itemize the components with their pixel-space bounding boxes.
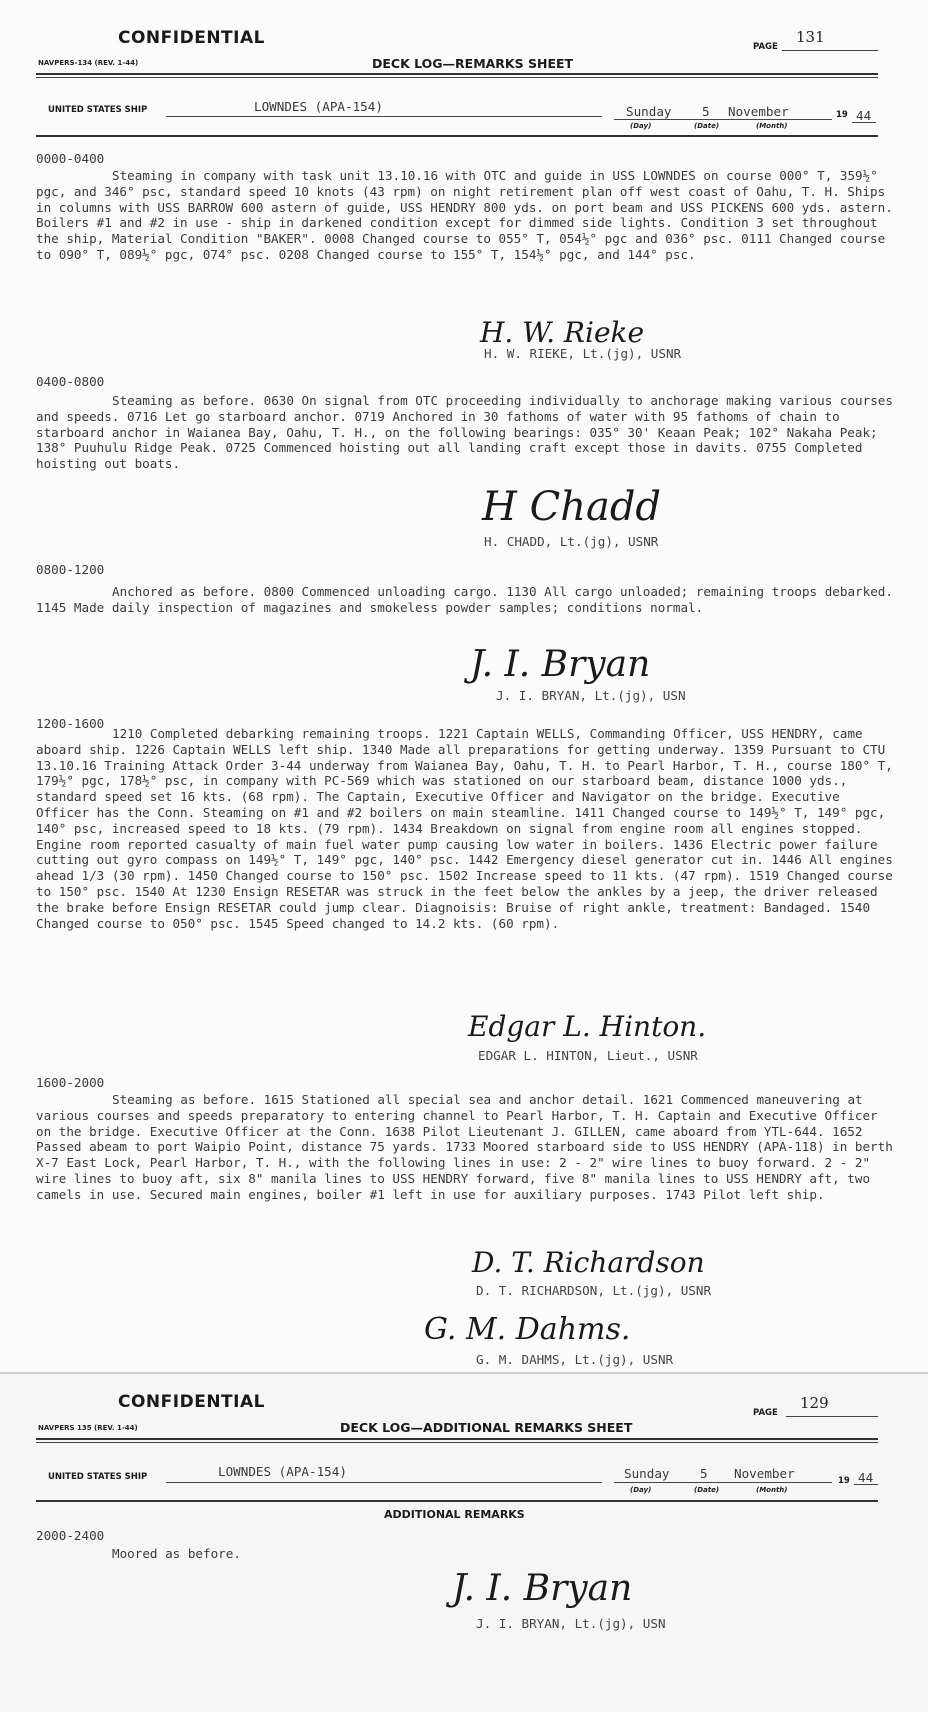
log-month: November <box>734 1466 795 1481</box>
signer-name: D. T. RICHARDSON, Lt.(jg), USNR <box>476 1283 712 1298</box>
sheet-title: DECK LOG—REMARKS SHEET <box>372 56 574 71</box>
month-label: (Month) <box>756 1486 788 1494</box>
page-label: PAGE <box>753 42 778 52</box>
signature: H Chadd <box>482 484 662 530</box>
log-date: 5 <box>700 1466 708 1481</box>
sheet-title: DECK LOG—ADDITIONAL REMARKS SHEET <box>340 1420 633 1435</box>
ship-label: UNITED STATES SHIP <box>48 1472 148 1482</box>
entry-text: Steaming as before. 1615 Stationed all special sea and anchor detail. 1621 Commenced maneuvering at various courses and speeds preparatory to entering channel to Pearl Harbor, T. H. Captain and Executive Officer on the bridge. Executive Officer at the Conn. 1638 Pilot Lieutenant J. GILLEN, came aboard from YTL-644. 1652 Passed abeam to port Waipio Point, distance 75 yards. 1733 Moored starboard side to USS HENDRY (APA-118) in berth X-7 East Lock, Pearl Harbor, T. H., with the following lines in use: 2 - 2" wire lines to buoy forward. 2 - 2" wire lines to buoy aft, six 8" manila lines to USS HENDRY forward, five 8" manila lines to USS HENDRY aft, two camels in use. Secured main engines, boiler #1 left in use for auxiliary purposes. 1743 Pilot left ship. <box>36 1092 893 1202</box>
year-prefix: 19 <box>836 110 848 120</box>
log-entry <box>36 393 896 472</box>
year-suffix: 44 <box>856 108 872 123</box>
log-entry <box>36 168 896 263</box>
signature: Edgar L. Hinton. <box>468 1010 707 1043</box>
entry-text: Anchored as before. 0800 Commenced unloading cargo. 1130 All cargo unloaded; remaining troops debarked. 1145 Made daily inspection of magazines and smokeless powder samples; conditions normal. <box>36 584 893 615</box>
signer-name: J. I. BRYAN, Lt.(jg), USN <box>476 1616 666 1631</box>
page-label: PAGE <box>753 1408 778 1418</box>
confidential-header: CONFIDENTIAL <box>118 28 265 48</box>
signature: D. T. Richardson <box>472 1246 705 1279</box>
ship-name: LOWNDES (APA-154) <box>254 99 383 114</box>
entry-text: Steaming as before. 0630 On signal from OTC proceeding individually to anchorage making various courses and speeds. 0716 Let go starboard anchor. 0719 Anchored in 30 fathoms of water with 95 fathoms of chain to starboard anchor in Waianea Bay, Oahu, T. H., on the following bearings: 035° 30' Keaan Peak; 102° Nakaha Peak; 138° Puuhulu Ridge Peak. 0725 Commenced hoisting out all landing craft except those in davits. 0755 Completed hoisting out boats. <box>36 393 893 472</box>
year-suffix: 44 <box>858 1470 874 1485</box>
watch-time: 0400-0800 <box>36 374 105 389</box>
watch-time: 1200-1600 <box>36 716 105 731</box>
additional-remarks-sheet <box>0 1372 928 1712</box>
ship-name: LOWNDES (APA-154) <box>218 1464 347 1479</box>
signer-name: H. CHADD, Lt.(jg), USNR <box>484 534 659 549</box>
log-entry <box>36 1546 896 1562</box>
date-label: (Date) <box>694 122 720 130</box>
form-number: NAVPERS-134 (REV. 1-44) <box>38 59 139 67</box>
log-entry <box>36 726 896 931</box>
log-entry <box>36 584 896 616</box>
form-number: NAVPERS 135 (REV. 1-44) <box>38 1424 138 1432</box>
year-prefix: 19 <box>838 1476 850 1486</box>
signature: H. W. Rieke <box>480 316 645 349</box>
signer-name: H. W. RIEKE, Lt.(jg), USNR <box>484 346 682 361</box>
watch-time: 1600-2000 <box>36 1075 105 1090</box>
log-entry <box>36 1092 896 1203</box>
watch-time: 0800-1200 <box>36 562 105 577</box>
signer-name: EDGAR L. HINTON, Lieut., USNR <box>478 1048 698 1063</box>
signature: J. I. Bryan <box>452 1568 633 1609</box>
page-number: 129 <box>800 1394 829 1412</box>
log-day: Sunday <box>624 1466 670 1481</box>
signature: J. I. Bryan <box>470 644 651 685</box>
section-title: ADDITIONAL REMARKS <box>384 1508 525 1521</box>
log-month: November <box>728 104 789 119</box>
page-number: 131 <box>796 28 825 46</box>
signer-name: G. M. DAHMS, Lt.(jg), USNR <box>476 1352 674 1367</box>
signer-name: J. I. BRYAN, Lt.(jg), USN <box>496 688 686 703</box>
day-label: (Day) <box>630 122 652 130</box>
entry-text: Steaming in company with task unit 13.10.16 with OTC and guide in USS LOWNDES on course 000° T, 359½° pgc, and 346° psc, standard speed 10 knots (43 rpm) on night retirement plan off west coast of Oahu, T. H. Ships in columns with USS BARROW 600 astern of guide, USS HENDRY 800 yds. on port beam and USS PICKENS 600 yds. astern. Boilers #1 and #2 in use - ship in darkened condition except for dimmed side lights. Condition 3 set throughout the ship, Material Condition "BAKER". 0008 Changed course to 055° T, 054½° pgc and 036° psc. 0111 Changed course to 090° T, 089½° pgc, 074° psc. 0208 Changed course to 155° T, 154½° pgc, and 144° psc. <box>36 168 893 262</box>
signature: G. M. Dahms. <box>424 1312 631 1347</box>
confidential-header: CONFIDENTIAL <box>118 1392 265 1412</box>
log-date: 5 <box>702 104 710 119</box>
date-label: (Date) <box>694 1486 720 1494</box>
ship-label: UNITED STATES SHIP <box>48 105 148 115</box>
day-label: (Day) <box>630 1486 652 1494</box>
month-label: (Month) <box>756 122 788 130</box>
watch-time: 2000-2400 <box>36 1528 105 1543</box>
log-day: Sunday <box>626 104 672 119</box>
entry-text: 1210 Completed debarking remaining troops. 1221 Captain WELLS, Commanding Officer, USS HENDRY, came aboard ship. 1226 Captain WELLS left ship. 1340 Made all preparations for getting underway. 1359 Pursuant to CTU 13.10.16 Training Attack Order 3-44 underway from Waianea Bay, Oahu, T. H. to Pearl Harbor, T. H., course 180° T, 179½° pgc, 178½° psc, in company with PC-569 which was stationed on our starboard beam, distance 1000 yds., standard speed set 16 kts. (68 rpm). The Captain, Executive Officer and Navigator on the bridge. Executive Officer has the Conn. Steaming on #1 and #2 boilers on main steamline. 1411 Changed course to 149½° T, 149° pgc, 140° psc, increased speed to 18 kts. (79 rpm). 1434 Breakdown on signal from engine room all engines stopped. Engine room reported casualty of main fuel water pump causing low water in boilers. 1436 Electric power failure cutting out gyro compass on 149½° T, 149° pgc, 140° psc. 1442 Emergency diesel generator cut in. 1446 All engines ahead 1/3 (30 rpm). 1450 Changed course to 150° psc. 1502 Increase speed to 11 kts. (47 rpm). 1519 Changed course to 150° psc. 1540 At 1230 Ensign RESETAR was struck in the feet below the ankles by a jeep, the driver released the brake before Ensign RESETAR could jump clear. Diagnoisis: Bruise of right ankle, treatment: Bandaged. 1540 Changed course to 050° psc. 1545 Speed changed to 14.2 kts. (60 rpm). <box>36 726 893 931</box>
watch-time: 0000-0400 <box>36 151 105 166</box>
entry-text: Moored as before. <box>112 1546 241 1561</box>
